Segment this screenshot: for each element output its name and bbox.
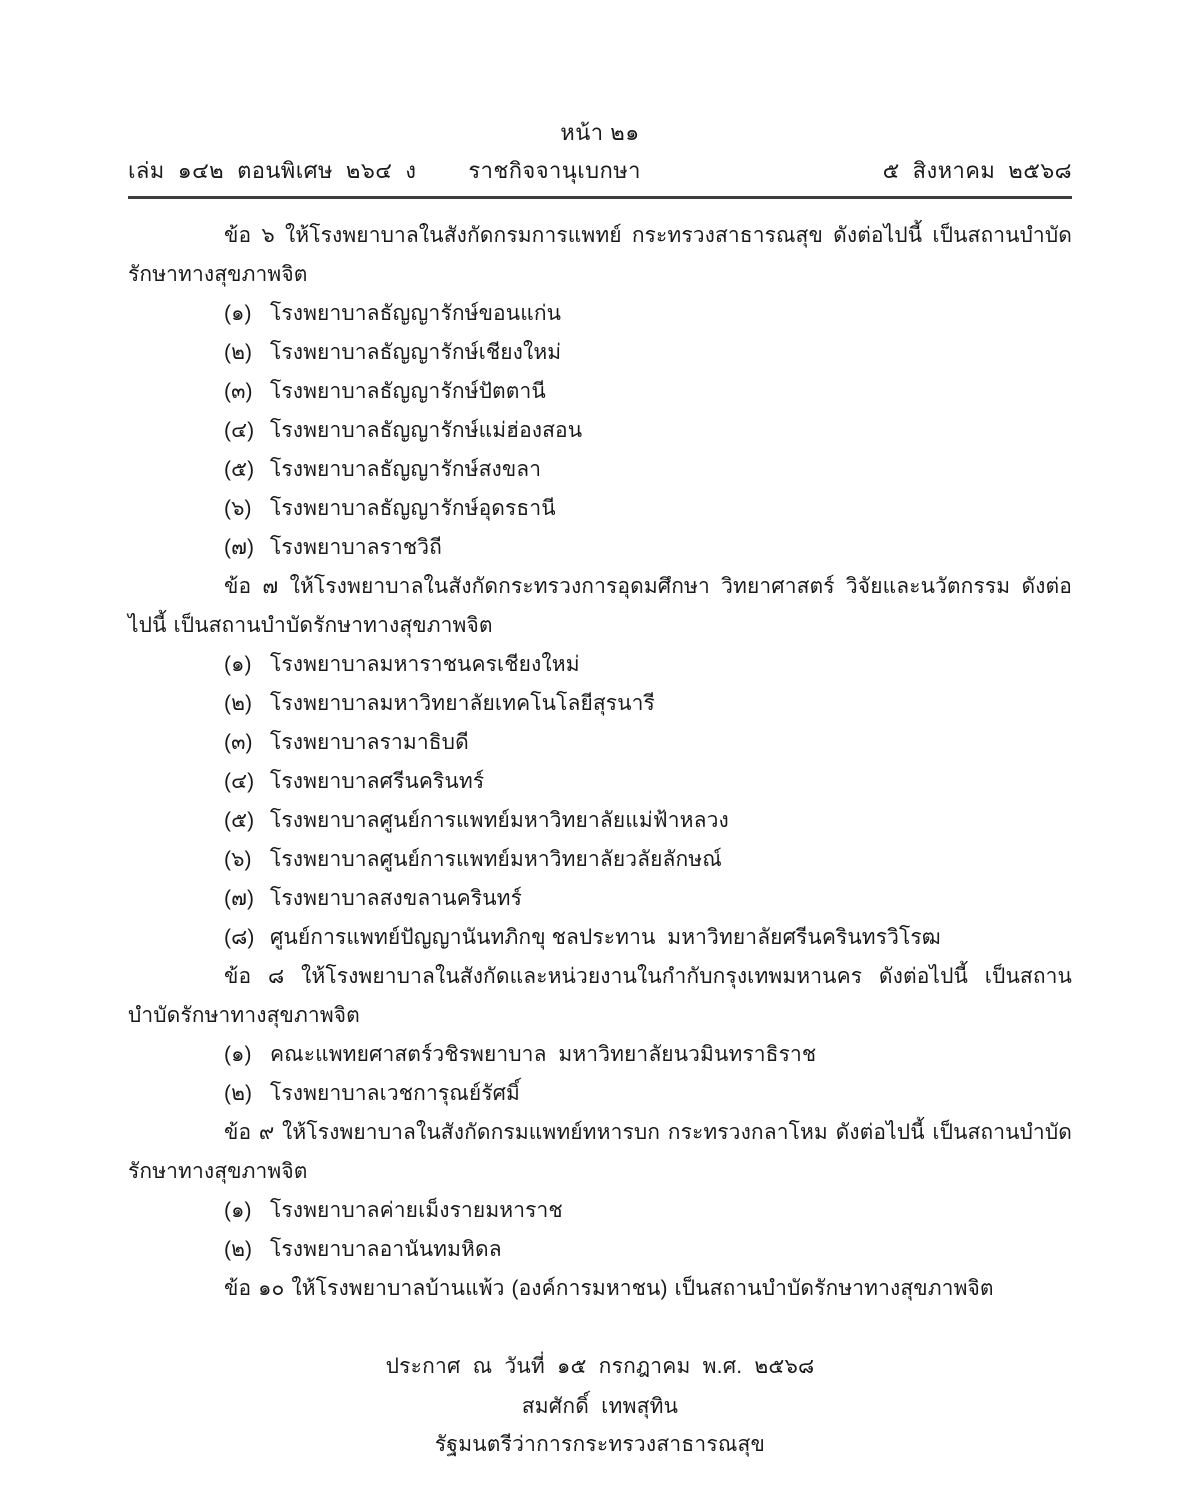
clause-paragraph: ข้อ ๙ ให้โรงพยาบาลในสังกัดกรมแพทย์ทหารบก กระทรวงกลาโหม ดังต่อไปนี้ เป็นสถานบำบัดรักษาทางสุขภาพจิต	[128, 1121, 1072, 1183]
list-item-label: โรงพยาบาลมหาวิทยาลัยเทคโนโลยีสุรนารี	[270, 692, 655, 715]
list-item	[128, 450, 1072, 489]
list-item-marker: (๓)	[224, 380, 253, 403]
list-item	[128, 1230, 1072, 1269]
clause-paragraph: ข้อ ๖ ให้โรงพยาบาลในสังกัดกรมการแพทย์ กระทรวงสาธารณสุข ดังต่อไปนี้ เป็นสถานบำบัดรักษาทางสุขภาพจิต	[128, 224, 1072, 286]
gazette-title: ราชกิจจานุเบกษา	[468, 158, 641, 183]
list-item-label: โรงพยาบาลเวชการุณย์รัศมิ์	[270, 1082, 520, 1105]
list-item-label: ศูนย์การแพทย์ปัญญานันทภิกขุ ชลประทาน มหาวิทยาลัยศรีนครินทรวิโรฒ	[270, 926, 941, 949]
list-item-marker: (๖)	[224, 497, 252, 520]
clause-item-list	[128, 1035, 1072, 1113]
list-item	[128, 372, 1072, 411]
list-item-label: โรงพยาบาลสงขลานครินทร์	[270, 887, 522, 910]
list-item	[128, 1074, 1072, 1113]
list-item-label: โรงพยาบาลธัญญารักษ์อุดรธานี	[270, 497, 556, 520]
masthead-line	[128, 154, 1072, 188]
list-item-marker: (๔)	[224, 770, 255, 793]
list-item-marker: (๒)	[224, 692, 253, 715]
list-item-marker: (๑)	[224, 1043, 252, 1066]
list-item-label: โรงพยาบาลศูนย์การแพทย์มหาวิทยาลัยวลัยลักษณ์	[270, 848, 722, 871]
list-item-marker: (๔)	[224, 419, 255, 442]
list-item	[128, 801, 1072, 840]
page-masthead	[128, 118, 1072, 188]
clause-item-list	[128, 645, 1072, 957]
list-item-marker: (๑)	[224, 302, 252, 325]
list-item-label: โรงพยาบาลธัญญารักษ์สงขลา	[270, 458, 542, 481]
list-item	[128, 489, 1072, 528]
clause-paragraph: ข้อ ๑๐ ให้โรงพยาบาลบ้านแพ้ว (องค์การมหาชน) เป็นสถานบำบัดรักษาทางสุขภาพจิต	[224, 1277, 994, 1300]
list-item	[128, 840, 1072, 879]
promulgation-date: ประกาศ ณ วันที่ ๑๕ กรกฎาคม พ.ศ. ๒๕๖๘	[385, 1355, 815, 1378]
list-item	[128, 1191, 1072, 1230]
list-item-marker: (๖)	[224, 848, 252, 871]
list-item-marker: (๗)	[224, 887, 255, 910]
list-item-marker: (๒)	[224, 1082, 253, 1105]
list-item-marker: (๑)	[224, 1199, 252, 1222]
signer-name: สมศักดิ์ เทพสุทิน	[521, 1395, 679, 1418]
list-item-label: โรงพยาบาลธัญญารักษ์เชียงใหม่	[270, 341, 562, 364]
clause-paragraph: ข้อ ๘ ให้โรงพยาบาลในสังกัดและหน่วยงานในกำกับกรุงเทพมหานคร ดังต่อไปนี้ เป็นสถานบำบัดรักษาทางสุขภาพจิต	[128, 965, 1072, 1027]
list-item-marker: (๘)	[224, 926, 255, 949]
list-item-label: โรงพยาบาลศรีนครินทร์	[270, 770, 485, 793]
page-number: หน้า ๒๑	[560, 120, 640, 145]
list-item-label: โรงพยาบาลธัญญารักษ์ขอนแก่น	[270, 302, 562, 325]
list-item-label: โรงพยาบาลอานันทมหิดล	[270, 1238, 502, 1261]
list-item	[128, 528, 1072, 567]
list-item-marker: (๑)	[224, 653, 252, 676]
list-item	[128, 684, 1072, 723]
publication-date: ๕ สิงหาคม ๒๕๖๘	[882, 158, 1072, 183]
document-body	[128, 216, 1072, 1308]
list-item	[128, 879, 1072, 918]
list-item-marker: (๕)	[224, 458, 255, 481]
header-divider	[128, 196, 1072, 199]
list-item	[128, 723, 1072, 762]
list-item-label: โรงพยาบาลธัญญารักษ์แม่ฮ่องสอน	[270, 419, 583, 442]
list-item-label: โรงพยาบาลค่ายเม็งรายมหาราช	[270, 1199, 563, 1222]
volume-info: เล่ม ๑๔๒ ตอนพิเศษ ๒๖๔ ง	[128, 158, 417, 183]
list-item-label: คณะแพทยศาสตร์วชิรพยาบาล มหาวิทยาลัยนวมินทราธิราช	[270, 1043, 817, 1066]
list-item-marker: (๒)	[224, 1238, 253, 1261]
list-item-label: โรงพยาบาลมหาราชนครเชียงใหม่	[270, 653, 580, 676]
list-item	[128, 645, 1072, 684]
clause-item-list	[128, 1191, 1072, 1269]
list-item-label: โรงพยาบาลธัญญารักษ์ปัตตานี	[270, 380, 546, 403]
list-item-marker: (๗)	[224, 536, 255, 559]
list-item-marker: (๕)	[224, 809, 255, 832]
list-item	[128, 411, 1072, 450]
clause-item-list	[128, 294, 1072, 567]
clause-paragraph: ข้อ ๗ ให้โรงพยาบาลในสังกัดกระทรวงการอุดมศึกษา วิทยาศาสตร์ วิจัยและนวัตกรรม ดังต่อไปนี้ เป็นสถานบำบัดรักษาทางสุขภาพจิต	[128, 575, 1072, 637]
list-item-marker: (๓)	[224, 731, 253, 754]
signature-block	[128, 1348, 1072, 1464]
list-item-label: โรงพยาบาลรามาธิบดี	[270, 731, 469, 754]
signer-title: รัฐมนตรีว่าการกระทรวงสาธารณสุข	[434, 1433, 766, 1456]
list-item-label: โรงพยาบาลศูนย์การแพทย์มหาวิทยาลัยแม่ฟ้าหลวง	[270, 809, 729, 832]
list-item	[128, 918, 1072, 957]
list-item-marker: (๒)	[224, 341, 253, 364]
list-item	[128, 1035, 1072, 1074]
list-item	[128, 294, 1072, 333]
list-item	[128, 333, 1072, 372]
list-item-label: โรงพยาบาลราชวิถี	[270, 536, 442, 559]
list-item	[128, 762, 1072, 801]
